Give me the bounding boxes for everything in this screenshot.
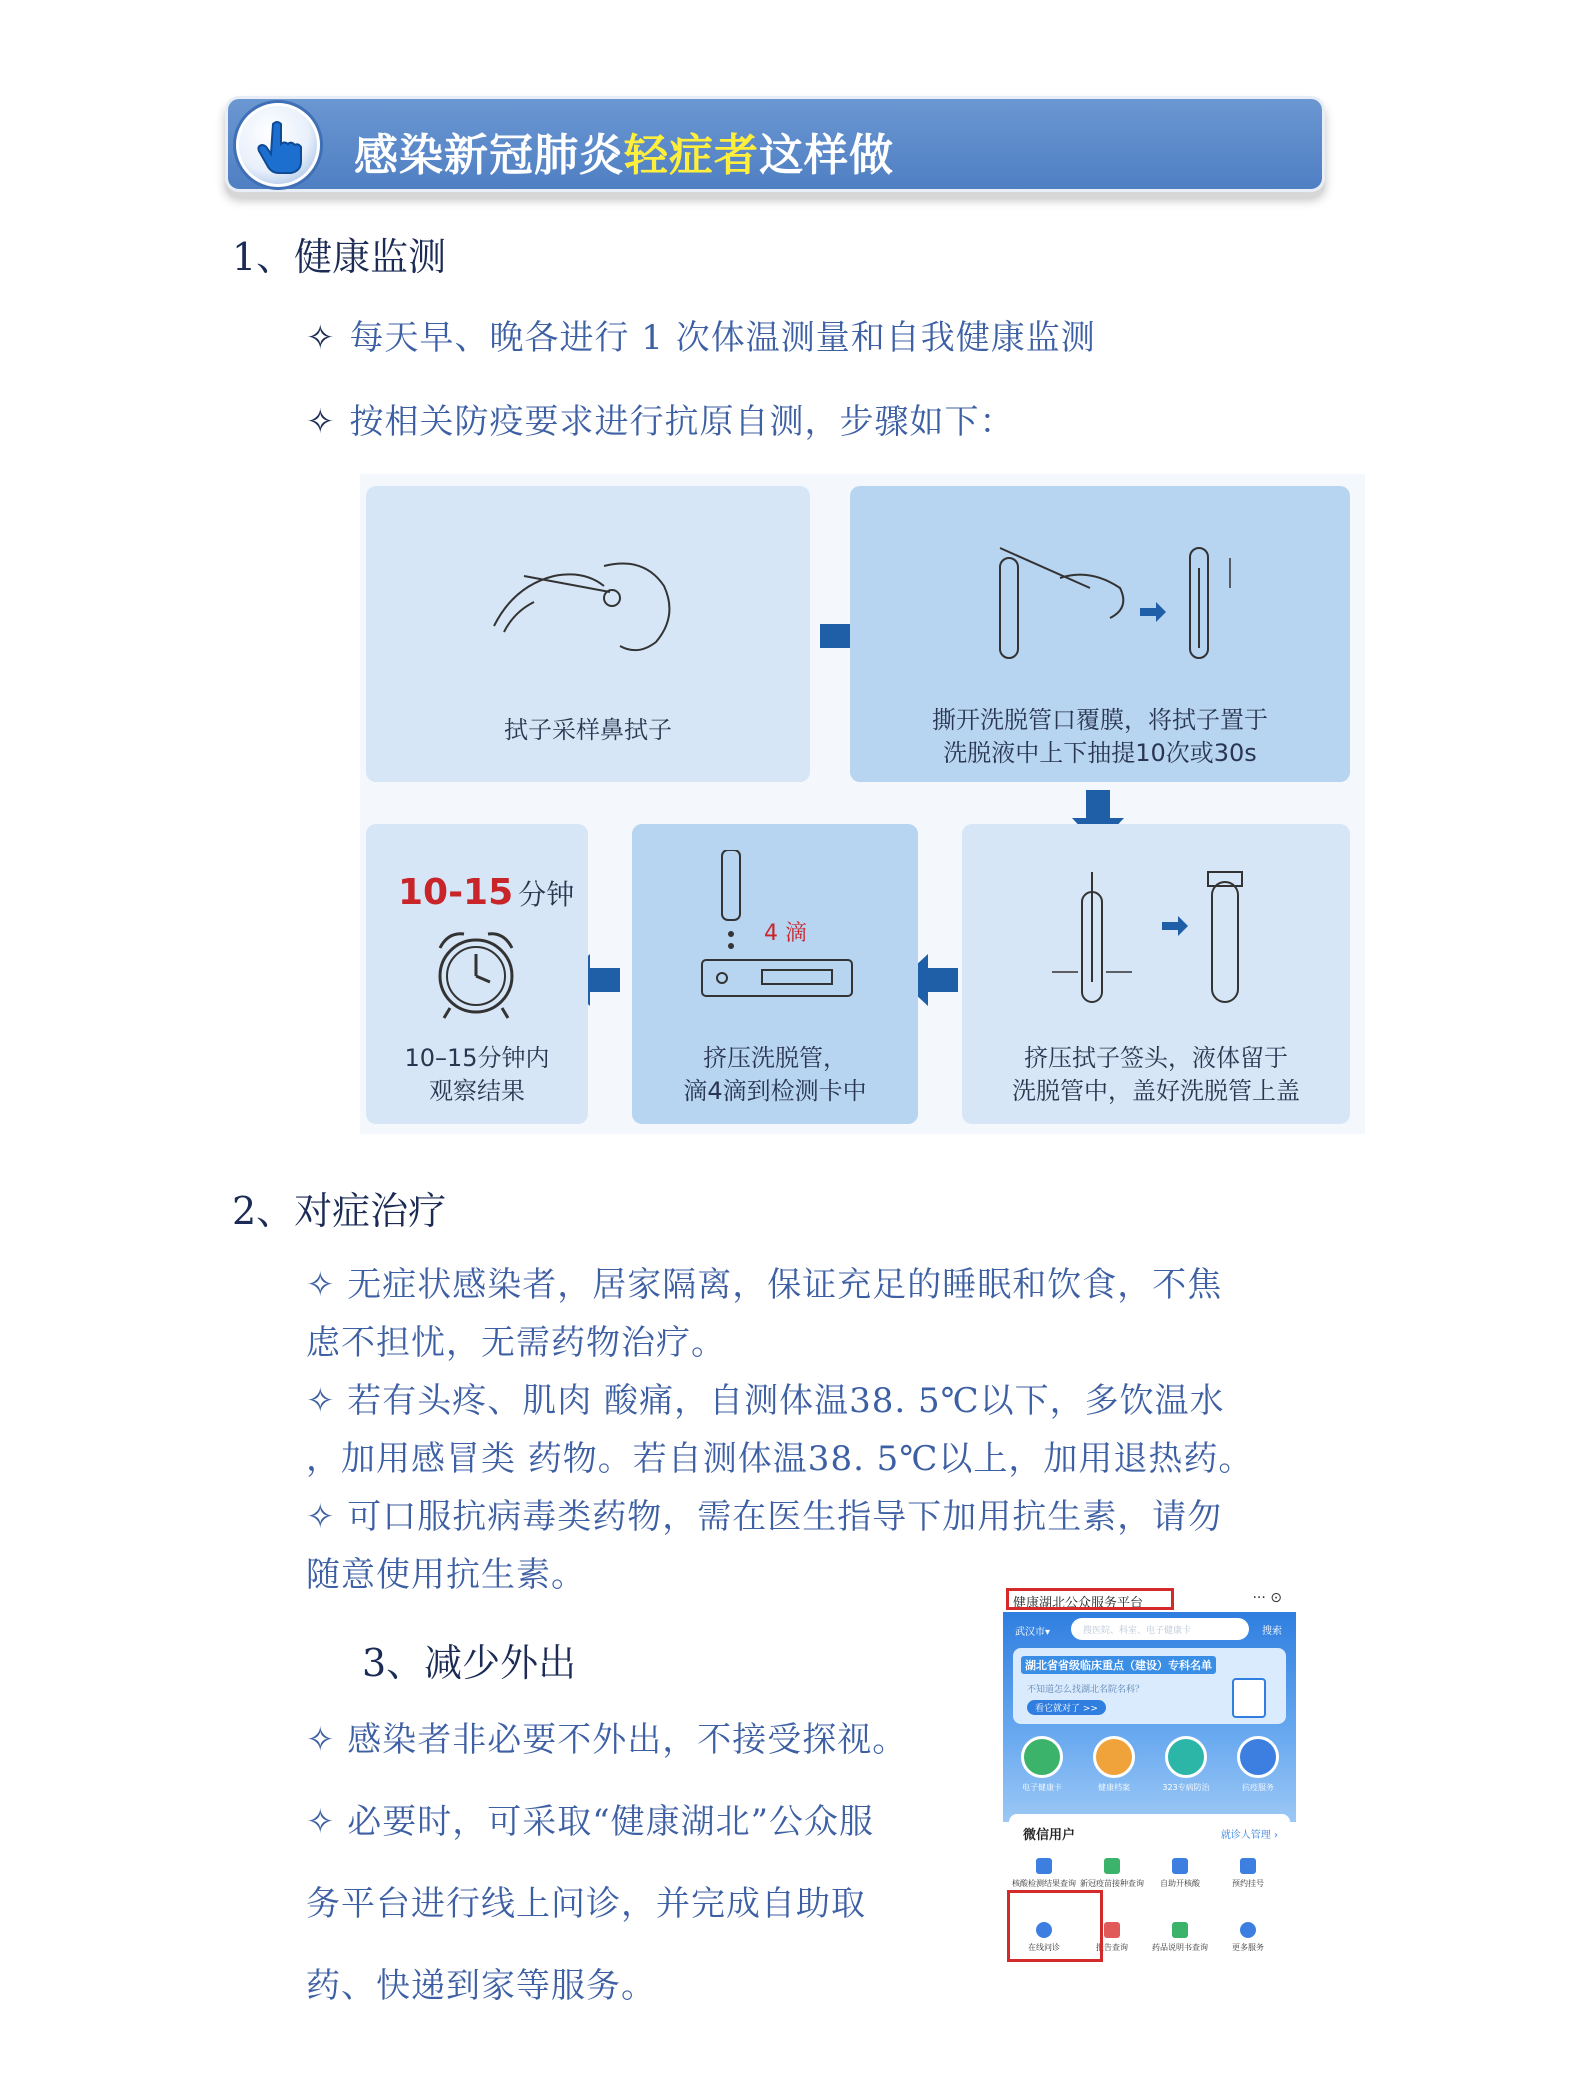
- flow-step-2-caption-line-2: 洗脱液中上下抽提10次或30s: [943, 739, 1257, 767]
- flow-step-1-caption: 拭子采样鼻拭子: [504, 716, 672, 744]
- service-report-query[interactable]: 报告查询: [1079, 1922, 1145, 1953]
- health-record-icon: [1093, 1736, 1135, 1778]
- card-button[interactable]: 看它就对了 >>: [1027, 1700, 1106, 1715]
- treatment-paragraph: [306, 1256, 1326, 1604]
- hand-pointer-icon: [236, 103, 320, 187]
- search-placeholder: 搜医院、科室、电子健康卡: [1083, 1626, 1192, 1636]
- flow-step-4-caption-line-2: 滴4滴到检测卡中: [683, 1077, 867, 1105]
- flow-step-3: [962, 824, 1350, 1124]
- document-search-icon: [1232, 1678, 1266, 1718]
- health-card-item[interactable]: 电子健康卡: [1007, 1736, 1077, 1793]
- paragraph-line: ✧ 若有头疼、肌肉 酸痛，自测体温38. 5℃以下，多饮温水: [306, 1381, 1225, 1421]
- service-more[interactable]: 更多服务: [1215, 1922, 1281, 1953]
- card-subtitle: 不知道怎么找湖北名院名科？: [1027, 1685, 1145, 1695]
- search-input[interactable]: [1071, 1618, 1249, 1640]
- paragraph-line: ，加用感冒类 药物。若自测体温38. 5℃以上，加用退热药。: [306, 1439, 1254, 1479]
- city-selector[interactable]: 武汉市▾: [1015, 1627, 1051, 1638]
- paragraph-line: 随意使用抗生素。: [306, 1555, 586, 1595]
- more-menu-icon[interactable]: ··· ⊙: [1252, 1590, 1282, 1606]
- medicine-icon: [1172, 1922, 1188, 1938]
- health-hubei-app-screenshot: [1003, 1588, 1296, 1978]
- bullet-item: ✧ 每天早、晚各进行 1 次体温测量和自我健康监测: [306, 318, 1096, 358]
- flow-step-5-caption-line-2: 观察结果: [429, 1077, 525, 1105]
- user-name: 微信用户: [1023, 1828, 1076, 1843]
- calendar-icon: [1240, 1858, 1256, 1874]
- online-consult-highlight-box: [1007, 1890, 1103, 1962]
- bullet-item: ✧ 按相关防疫要求进行抗原自测，步骤如下：: [306, 402, 1015, 442]
- title-highlight-box: [1006, 1588, 1174, 1610]
- flow-step-4-caption-line-1: 挤压洗脱管，: [703, 1044, 847, 1072]
- service-drug-manual[interactable]: 药品说明书查询: [1147, 1922, 1213, 1953]
- section-heading-treatment: 2、对症治疗: [232, 1189, 447, 1233]
- drops-label: 4 滴: [764, 921, 807, 946]
- paragraph-line: ✧ 可口服抗病毒类药物，需在医生指导下加用抗生素，请勿: [306, 1497, 1223, 1537]
- service-self-nucleic[interactable]: 自助开核酸: [1147, 1858, 1213, 1889]
- paragraph-line: ✧ 无症状感染者，居家隔离，保证充足的睡眠和饮食，不焦: [306, 1265, 1223, 1305]
- banner-title: 感染新冠肺炎轻症者这样做: [354, 130, 894, 181]
- test-icon: [1172, 1858, 1188, 1874]
- squeeze-swab-illustration: [1032, 852, 1292, 1012]
- top-service-icons: [1003, 1736, 1296, 1806]
- elution-tube-illustration: [960, 518, 1260, 668]
- flow-step-5-caption-line-1: 10–15分钟内: [404, 1044, 550, 1072]
- patient-manage-link[interactable]: 就诊人管理 ›: [1220, 1830, 1278, 1841]
- health-card-icon: [1021, 1736, 1063, 1778]
- bullet-item: ✧ 感染者非必要不外出，不接受探视。: [306, 1720, 908, 1760]
- search-button[interactable]: 搜索: [1262, 1626, 1282, 1637]
- service-online-consult[interactable]: 在线问诊: [1011, 1922, 1077, 1953]
- section-heading-reduce-outings: 3、减少外出: [362, 1641, 577, 1685]
- medical-kit-icon: [1165, 1736, 1207, 1778]
- alarm-clock-icon: [426, 922, 526, 1022]
- flask-icon: [1036, 1858, 1052, 1874]
- section-heading-monitoring: 1、健康监测: [232, 235, 447, 279]
- service-vaccine[interactable]: 新冠疫苗接种查询: [1079, 1858, 1145, 1889]
- paragraph-line: 药、快递到家等服务。: [306, 1966, 656, 2006]
- bullet-item: ✧ 必要时，可采取“健康湖北”公众服: [306, 1802, 875, 1842]
- header-banner: [225, 96, 1325, 192]
- app-header-area: [1003, 1612, 1296, 1822]
- flow-step-2-caption-line-1: 撕开洗脱管口覆膜，将拭子置于: [932, 706, 1268, 734]
- epidemic-service-item[interactable]: 抗疫服务: [1223, 1736, 1293, 1793]
- report-icon: [1104, 1922, 1120, 1938]
- timer-label: 10-15 分钟: [398, 872, 575, 913]
- paragraph-line: 虑不担忧，无需药物治疗。: [306, 1323, 726, 1363]
- antigen-test-flow-diagram: [360, 474, 1365, 1134]
- service-nucleic-result[interactable]: 核酸检测结果查询: [1011, 1858, 1077, 1889]
- flow-step-5: [366, 824, 588, 1124]
- service-appointment[interactable]: 预约挂号: [1215, 1858, 1281, 1889]
- syringe-icon: [1104, 1858, 1120, 1874]
- flow-step-2: [850, 486, 1350, 782]
- flow-step-1: [366, 486, 810, 782]
- nasal-swab-illustration: [484, 546, 684, 656]
- virus-icon: [1237, 1736, 1279, 1778]
- flow-step-3-caption-line-2: 洗脱管中，盖好洗脱管上盖: [1012, 1077, 1300, 1105]
- flow-step-4: [632, 824, 918, 1124]
- disease-prevention-item[interactable]: 323专病防治: [1151, 1736, 1221, 1793]
- specialty-banner-card[interactable]: [1013, 1648, 1286, 1724]
- health-record-item[interactable]: 健康档案: [1079, 1736, 1149, 1793]
- card-title: 湖北省省级临床重点（建设）专科名单: [1021, 1656, 1216, 1674]
- paragraph-line: 务平台进行线上问诊，并完成自助取: [306, 1884, 866, 1924]
- more-dots-icon: [1240, 1922, 1256, 1938]
- flow-step-3-caption-line-1: 挤压拭子签头，液体留于: [1024, 1044, 1288, 1072]
- app-title: 健康湖北公众服务平台: [1013, 1596, 1144, 1611]
